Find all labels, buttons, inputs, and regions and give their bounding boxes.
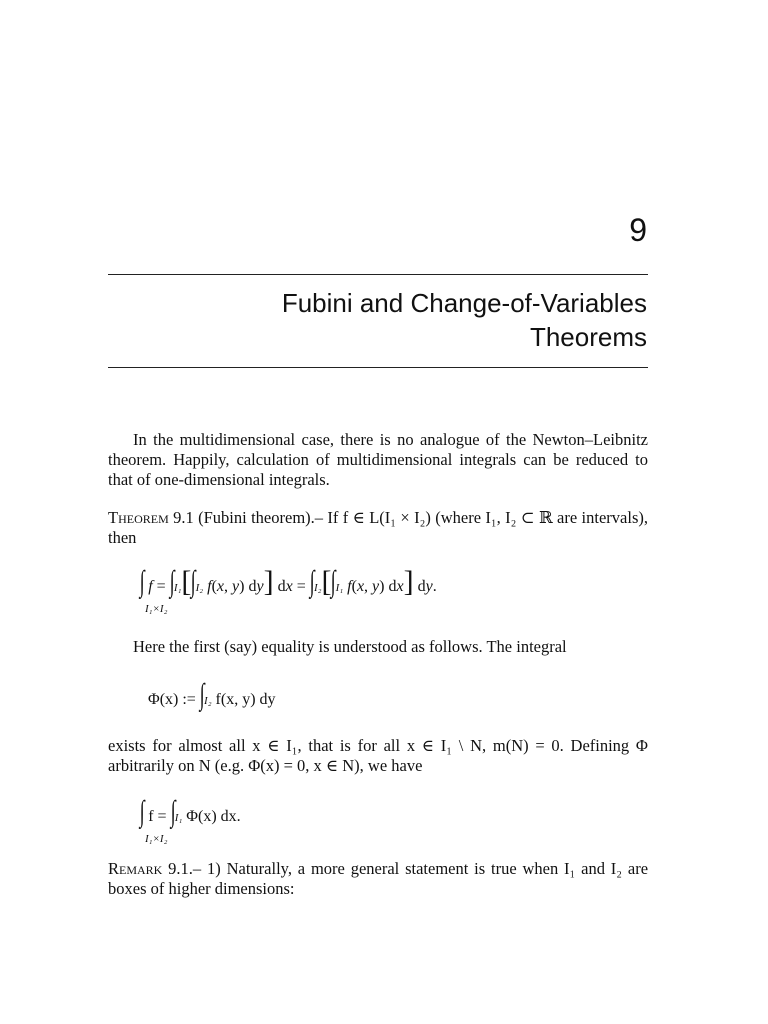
theorem-text: If f ∈ L(I₁ × I₂) (where I₁, I₂ ⊂ ℝ are intervals), then [108, 508, 648, 547]
eq3-sub-right: I₁ [174, 812, 183, 824]
remark-paragraph [108, 859, 648, 899]
fubini-equation: ∫ f = ∫I₁[∫I₂ f(x, y) dy] dx = ∫I₂[∫I₁ f(x, y) dx] dy. [139, 565, 437, 598]
phi-definition: Φ(x) := ∫I₂ f(x, y) dy [148, 678, 276, 711]
eq3-domain-subscript: I₁×I₂ [145, 833, 168, 845]
intro-paragraph: In the multidimensional case, there is no analogue of the Newton–Leibnitz theorem. Happily, calculation of multidimensional integrals can be reduced to that of one-dimensional integrals. [108, 430, 648, 489]
chapter-title [107, 286, 647, 354]
phi-sub: I₂ [204, 695, 212, 707]
paragraph-almost-all: exists for almost all x ∈ I₁, that is for all x ∈ I₁ \ N, m(N) = 0. Defining Φ arbitrarily on N (e.g. Φ(x) = 0, x ∈ N), we have [108, 736, 648, 775]
chapter-number: 9 [629, 212, 647, 248]
chapter-title-line1: Fubini and Change-of-Variables [281, 288, 647, 318]
chapter-title-line2: Theorems [529, 322, 647, 352]
phi-rhs: f(x, y) dy [215, 691, 276, 708]
remark-text: 1) Naturally, a more general statement is true when I₁ and I₂ are boxes of higher dimensions: [108, 859, 649, 898]
eq3-lhs: f = [148, 808, 167, 825]
remark-label: Remark 9.1.– [108, 859, 202, 878]
theorem-statement [108, 508, 648, 548]
phi-lhs: Φ(x) := [148, 691, 196, 708]
eq1-domain-subscript: I₁×I₂ [145, 603, 168, 615]
theorem-name: (Fubini theorem).– [198, 508, 324, 527]
top-rule [108, 274, 648, 275]
bottom-rule [108, 367, 648, 368]
paragraph-integral: Here the first (say) equality is understood as follows. The integral [133, 637, 567, 656]
eq3-rhs: Φ(x) dx. [186, 808, 241, 825]
theorem-label: Theorem 9.1 [108, 508, 194, 527]
integral-equation: ∫ f = ∫I₁ Φ(x) dx. [139, 795, 241, 828]
